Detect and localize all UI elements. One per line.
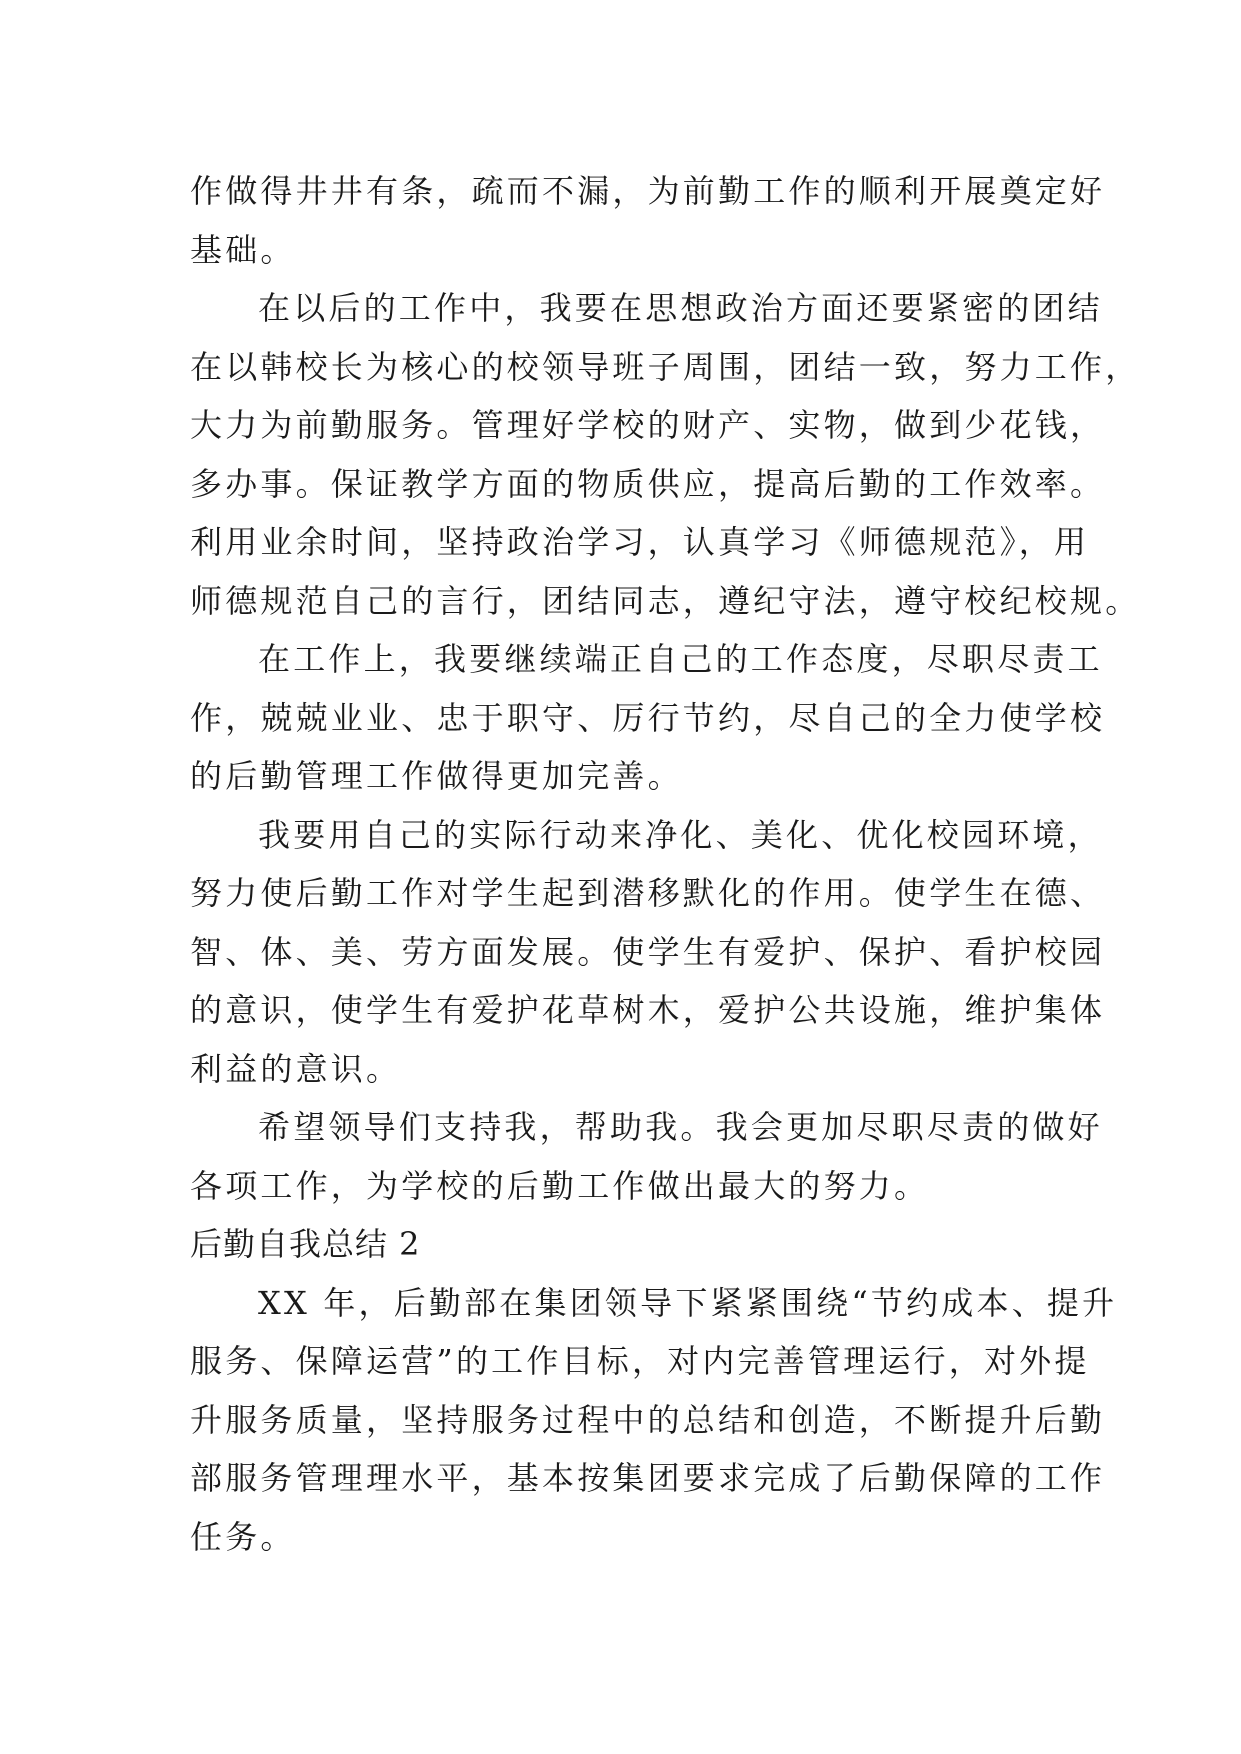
paragraph-line: 各项工作，为学校的后勤工作做出最大的努力。 <box>190 1166 930 1205</box>
paragraph-line: 部服务管理理水平，基本按集团要求完成了后勤保障的工作 <box>190 1459 1106 1497</box>
document-body <box>190 162 1141 1566</box>
paragraph-line: XX 年，后勤部在集团领导下紧紧围绕“节约成本、提升 <box>258 1283 1118 1322</box>
paragraph-line: 努力使后勤工作对学生起到潜移默化的作用。使学生在德、 <box>190 874 1106 912</box>
paragraph-line: 在以后的工作中，我要在思想政治方面还要紧密的团结 <box>258 289 1103 327</box>
paragraph-line: 希望领导们支持我，帮助我。我会更加尽职尽责的做好 <box>258 1108 1103 1146</box>
paragraph-line: 任务。 <box>190 1517 296 1556</box>
paragraph-line: 大力为前勤服务。管理好学校的财产、实物，做到少花钱， <box>190 406 1106 444</box>
paragraph-line: 利用业余时间，坚持政治学习，认真学习《师德规范》，用 <box>190 523 1090 561</box>
paragraph-line: 的意识，使学生有爱护花草树木，爱护公共设施，维护集体 <box>190 991 1106 1029</box>
paragraph-line: 作做得井井有条，疏而不漏，为前勤工作的顺利开展奠定好 <box>190 172 1106 210</box>
paragraph-line: 的后勤管理工作做得更加完善。 <box>190 757 683 795</box>
paragraph-line: 作，兢兢业业、忠于职守、厉行节约，尽自己的全力使学校 <box>190 698 1106 737</box>
paragraph-line: 多办事。保证教学方面的物质供应，提高后勤的工作效率。 <box>190 464 1106 503</box>
paragraph-line: 基础。 <box>190 230 296 269</box>
paragraph-line: 师德规范自己的言行，团结同志，遵纪守法，遵守校纪校规。 <box>190 581 1141 620</box>
paragraph-line: 智、体、美、劳方面发展。使学生有爱护、保护、看护校园 <box>190 932 1106 971</box>
paragraph-line: 利益的意识。 <box>190 1049 402 1088</box>
paragraph-line: 在工作上，我要继续端正自己的工作态度，尽职尽责工 <box>258 640 1103 678</box>
paragraph-line: 在以韩校长为核心的校领导班子周围，团结一致，努力工作， <box>190 347 1141 386</box>
paragraph-line: 我要用自己的实际行动来净化、美化、优化校园环境， <box>258 815 1103 854</box>
paragraph-line: 升服务质量，坚持服务过程中的总结和创造，不断提升后勤 <box>190 1400 1106 1439</box>
paragraph-line: 服务、保障运营”的工作目标，对内完善管理运行，对外提 <box>190 1342 1090 1380</box>
section-heading: 后勤自我总结 2 <box>190 1225 421 1263</box>
